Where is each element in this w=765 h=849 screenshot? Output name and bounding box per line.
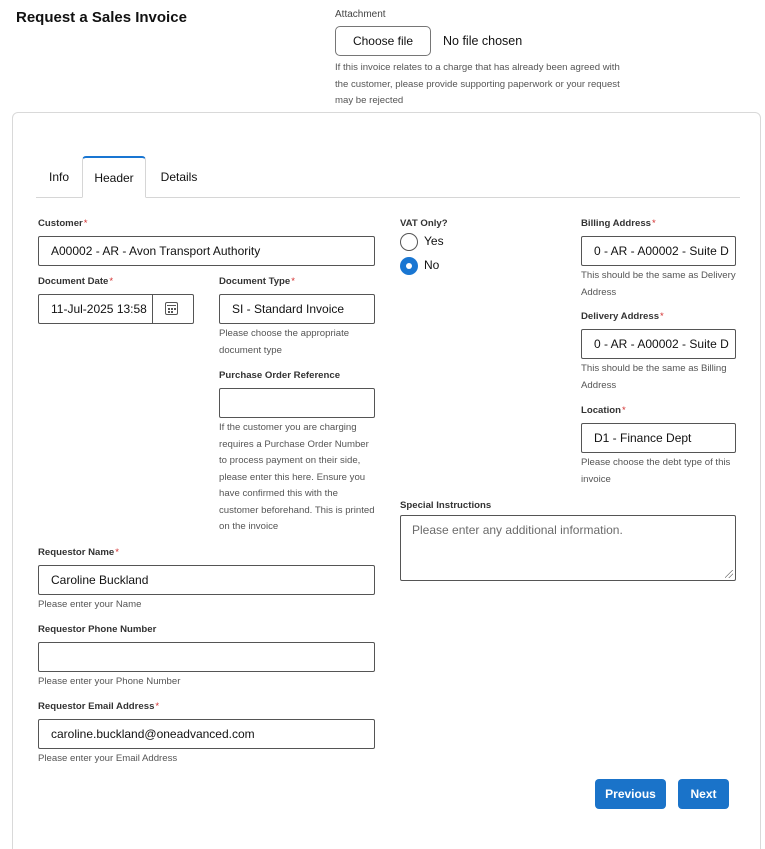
requestor-email-help: Please enter your Email Address	[38, 753, 178, 764]
billing-address-label: Billing Address*	[581, 218, 656, 229]
required-marker: *	[155, 701, 160, 712]
document-date-value: 11-Jul-2025 13:58	[51, 302, 147, 316]
special-instructions-label: Special Instructions	[400, 500, 492, 511]
customer-field[interactable]: A00002 - AR - Avon Transport Authority	[38, 236, 375, 266]
required-marker: *	[115, 547, 119, 558]
required-marker: *	[621, 405, 626, 416]
requestor-phone-label: Requestor Phone Number	[38, 624, 157, 635]
customer-label: Customer*	[38, 218, 88, 229]
page-title: Request a Sales Invoice	[16, 9, 187, 26]
required-marker: *	[652, 218, 656, 229]
location-label: Location*	[581, 405, 626, 416]
required-marker: *	[83, 218, 88, 229]
calendar-icon[interactable]	[165, 302, 178, 315]
vat-only-label: VAT Only?	[400, 218, 448, 229]
date-separator	[152, 295, 153, 323]
vat-yes-label[interactable]: Yes	[424, 234, 444, 248]
required-marker: *	[660, 311, 664, 322]
previous-button[interactable]: Previous	[595, 779, 666, 809]
document-type-field[interactable]: SI - Standard Invoice	[219, 294, 375, 324]
requestor-name-label: Requestor Name*	[38, 547, 119, 558]
delivery-address-label: Delivery Address*	[581, 311, 664, 322]
next-button[interactable]: Next	[678, 779, 729, 809]
document-date-field[interactable]	[38, 294, 194, 324]
po-reference-input[interactable]	[219, 388, 375, 418]
resize-grip-icon[interactable]	[725, 570, 733, 578]
location-field[interactable]: D1 - Finance Dept	[581, 423, 736, 453]
special-instructions-textarea[interactable]	[400, 515, 736, 581]
tab-info[interactable]: Info	[48, 170, 69, 184]
vat-no-label[interactable]: No	[424, 258, 440, 272]
document-type-help: Please choose the appropriate document type	[219, 328, 350, 356]
tab-details[interactable]: Details	[160, 170, 198, 184]
billing-address-help: This should be the same as Delivery Address	[581, 270, 736, 298]
vat-no-radio[interactable]	[400, 257, 418, 275]
required-marker: *	[291, 276, 295, 287]
po-reference-help: If the customer you are charging requires a Purchase Order Number to process payment on their side, please enter this here. Ensure you have confirmed this with the customer beforehand. This is printed on the invoice	[219, 422, 375, 532]
requestor-name-field[interactable]: Caroline Buckland	[38, 565, 375, 595]
document-type-label: Document Type*	[219, 276, 295, 287]
required-marker: *	[109, 276, 114, 287]
delivery-address-field[interactable]: 0 - AR - A00002 - Suite D	[581, 329, 736, 359]
document-date-label: Document Date*	[38, 276, 114, 287]
po-reference-label: Purchase Order Reference	[219, 370, 341, 381]
special-instructions-placeholder: Please enter any additional information.	[412, 523, 623, 537]
delivery-address-help: This should be the same as Billing Address	[581, 363, 727, 391]
attachment-label: Attachment	[335, 9, 386, 20]
requestor-phone-help: Please enter your Phone Number	[38, 676, 181, 687]
file-status: No file chosen	[443, 34, 523, 48]
location-help: Please choose the debt type of this invoice	[581, 457, 731, 485]
billing-address-field[interactable]: 0 - AR - A00002 - Suite D	[581, 236, 736, 266]
requestor-email-label: Requestor Email Address*	[38, 701, 160, 712]
tab-header[interactable]: Header	[82, 156, 146, 198]
attachment-help: If this invoice relates to a charge that has already been agreed with the customer, please provide supporting paperwork or your request may be rejected	[335, 62, 620, 106]
vat-yes-radio[interactable]	[400, 233, 418, 251]
requestor-name-help: Please enter your Name	[38, 599, 142, 610]
requestor-email-field[interactable]: caroline.buckland@oneadvanced.com	[38, 719, 375, 749]
choose-file-button[interactable]: Choose file	[335, 26, 431, 56]
requestor-phone-input[interactable]	[38, 642, 375, 672]
